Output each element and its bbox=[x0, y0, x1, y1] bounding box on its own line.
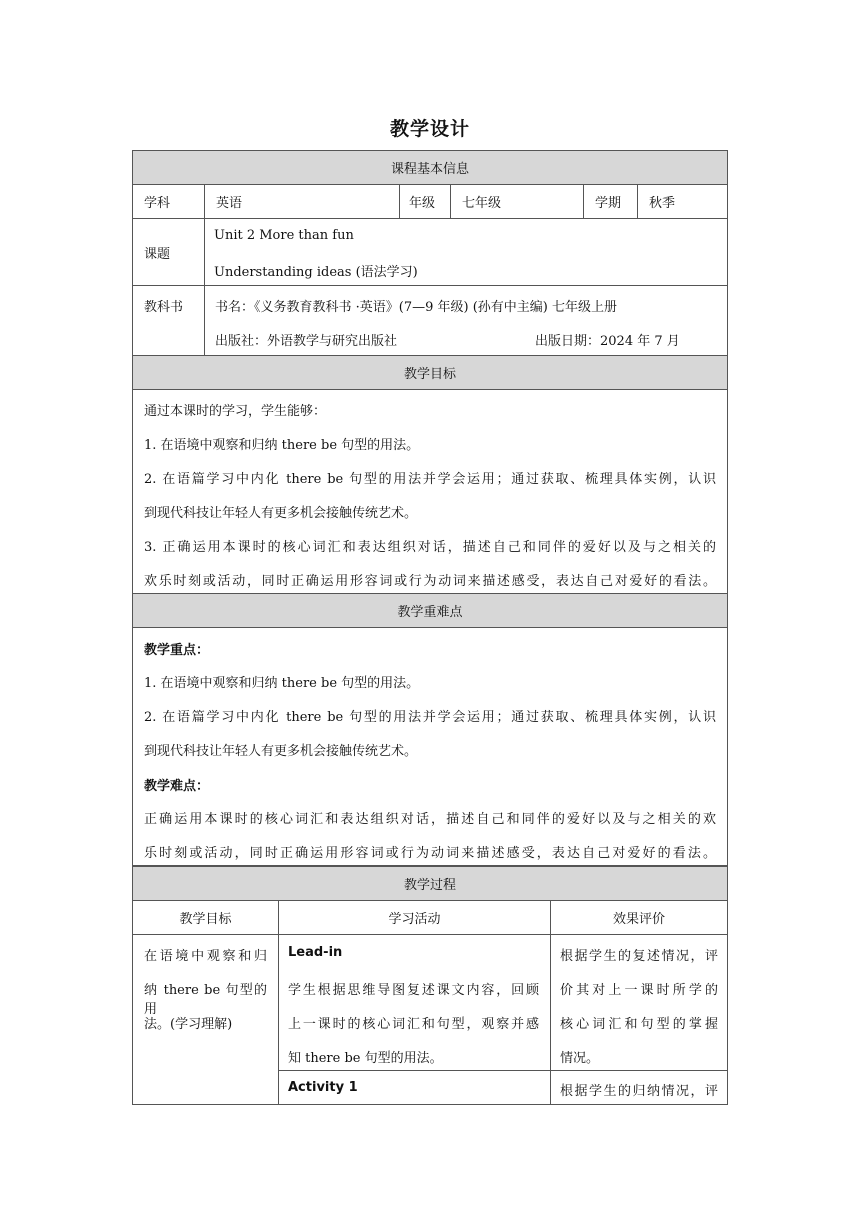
focus-item-2-line-2: 到现代科技让年轻人有更多机会接触传统艺术。 bbox=[144, 744, 418, 759]
process-col-goal bbox=[132, 900, 279, 935]
activity1-cell bbox=[278, 1070, 551, 1105]
objectives-body bbox=[132, 389, 728, 594]
subject-value bbox=[204, 184, 400, 219]
difficulty-label: 教学难点： bbox=[144, 779, 210, 794]
process-goal-line-1: 在语境中观察和归 bbox=[144, 949, 267, 964]
topic-label-text: 课题 bbox=[144, 246, 171, 262]
difficulty-line-2: 乐时刻或活动，同时正确运用形容词或行为动词来描述感受，表达自己对爱好的看法。 bbox=[144, 846, 716, 861]
leadin-line-3: 知 there be 句型的用法。 bbox=[288, 1051, 443, 1066]
basic-info-header bbox=[132, 150, 728, 185]
objective-item-2-line-2: 到现代科技让年轻人有更多机会接触传统艺术。 bbox=[144, 506, 418, 521]
leadin-line-2: 上一课时的核心词汇和句型，观察并感 bbox=[288, 1017, 539, 1032]
process-col-evaluation bbox=[550, 900, 728, 935]
publisher-line: 出版社：外语教学与研究出版社 bbox=[215, 334, 398, 349]
evaluation-1-line-4: 情况。 bbox=[560, 1051, 600, 1066]
grade-label-text: 年级 bbox=[409, 196, 436, 211]
process-goal-cell bbox=[132, 934, 279, 1105]
textbook-value bbox=[204, 285, 728, 356]
activity1-title: Activity 1 bbox=[288, 1080, 358, 1095]
evaluation-1-line-3: 核心词汇和句型的掌握 bbox=[560, 1017, 718, 1032]
focus-item-2-line-1: 2. 在语篇学习中内化 there be 句型的用法并学会运用；通过获取、梳理具体实例，认识 bbox=[144, 710, 716, 725]
term-label bbox=[583, 184, 638, 219]
basic-info-header-text: 课程基本信息 bbox=[390, 162, 469, 177]
leadin-title: Lead-in bbox=[288, 945, 343, 960]
process-goal-line-3: 法。(学习理解) bbox=[144, 1017, 233, 1032]
objective-item-3-line-2: 欢乐时刻或活动，同时正确运用形容词或行为动词来描述感受，表达自己对爱好的看法。 bbox=[144, 574, 716, 589]
objective-item-1: 1. 在语境中观察和归纳 there be 句型的用法。 bbox=[144, 438, 420, 453]
objectives-header bbox=[132, 355, 728, 390]
objective-item-2-line-1: 2. 在语篇学习中内化 there be 句型的用法并学会运用；通过获取、梳理具体实例，认识 bbox=[144, 472, 716, 487]
key-points-body bbox=[132, 627, 728, 866]
focus-item-1: 1. 在语境中观察和归纳 there be 句型的用法。 bbox=[144, 676, 420, 691]
term-value-text: 秋季 bbox=[649, 196, 676, 211]
textbook-label-text: 教科书 bbox=[144, 300, 184, 315]
process-header bbox=[132, 866, 728, 901]
evaluation-1-line-2: 价其对上一课时所学的 bbox=[560, 983, 718, 998]
objectives-intro: 通过本课时的学习，学生能够： bbox=[144, 404, 327, 419]
evaluation-cell-2 bbox=[550, 1070, 728, 1105]
evaluation-cell-1 bbox=[550, 934, 728, 1071]
topic-label bbox=[132, 218, 205, 286]
evaluation-1-line-1: 根据学生的复述情况，评 bbox=[560, 949, 718, 964]
grade-label bbox=[399, 184, 451, 219]
topic-value bbox=[204, 218, 728, 286]
textbook-label bbox=[132, 285, 205, 356]
objectives-header-text: 教学目标 bbox=[403, 367, 456, 382]
textbook-name-line: 书名：《义务教育教科书 ·英语》(7—9 年级) (孙有中主编) 七年级上册 bbox=[215, 300, 617, 315]
process-goal-line-2: 纳 there be 句型的用 bbox=[144, 983, 267, 1017]
evaluation-2-line-1: 根据学生的归纳情况，评 bbox=[560, 1084, 718, 1099]
grade-value bbox=[450, 184, 584, 219]
leadin-cell bbox=[278, 934, 551, 1071]
process-col-activity-text: 学习活动 bbox=[388, 912, 441, 927]
term-value bbox=[637, 184, 728, 219]
key-points-header-text: 教学重难点 bbox=[397, 605, 463, 620]
difficulty-line-1: 正确运用本课时的核心词汇和表达组织对话，描述自己和同伴的爱好以及与之相关的欢 bbox=[144, 812, 716, 827]
publish-date: 出版日期：2024 年 7 月 bbox=[535, 334, 680, 349]
focus-label: 教学重点： bbox=[144, 643, 210, 658]
process-col-goal-text: 教学目标 bbox=[179, 912, 232, 927]
objective-item-3-line-1: 3. 正确运用本课时的核心词汇和表达组织对话，描述自己和同伴的爱好以及与之相关的 bbox=[144, 540, 716, 555]
topic-line-2: Understanding ideas (语法学习) bbox=[214, 265, 418, 280]
leadin-line-1: 学生根据思维导图复述课文内容，回顾 bbox=[288, 983, 539, 998]
process-col-activity bbox=[278, 900, 551, 935]
topic-line-1: Unit 2 More than fun bbox=[214, 228, 354, 243]
subject-label bbox=[132, 184, 205, 219]
process-col-evaluation-text: 效果评价 bbox=[612, 912, 665, 927]
key-points-header bbox=[132, 593, 728, 628]
grade-value-text: 七年级 bbox=[462, 196, 502, 211]
document-title: 教学设计 bbox=[389, 118, 470, 140]
subject-label-text: 学科 bbox=[144, 196, 171, 211]
term-label-text: 学期 bbox=[595, 196, 622, 211]
subject-value-text: 英语 bbox=[216, 196, 243, 211]
process-header-text: 教学过程 bbox=[403, 878, 456, 893]
